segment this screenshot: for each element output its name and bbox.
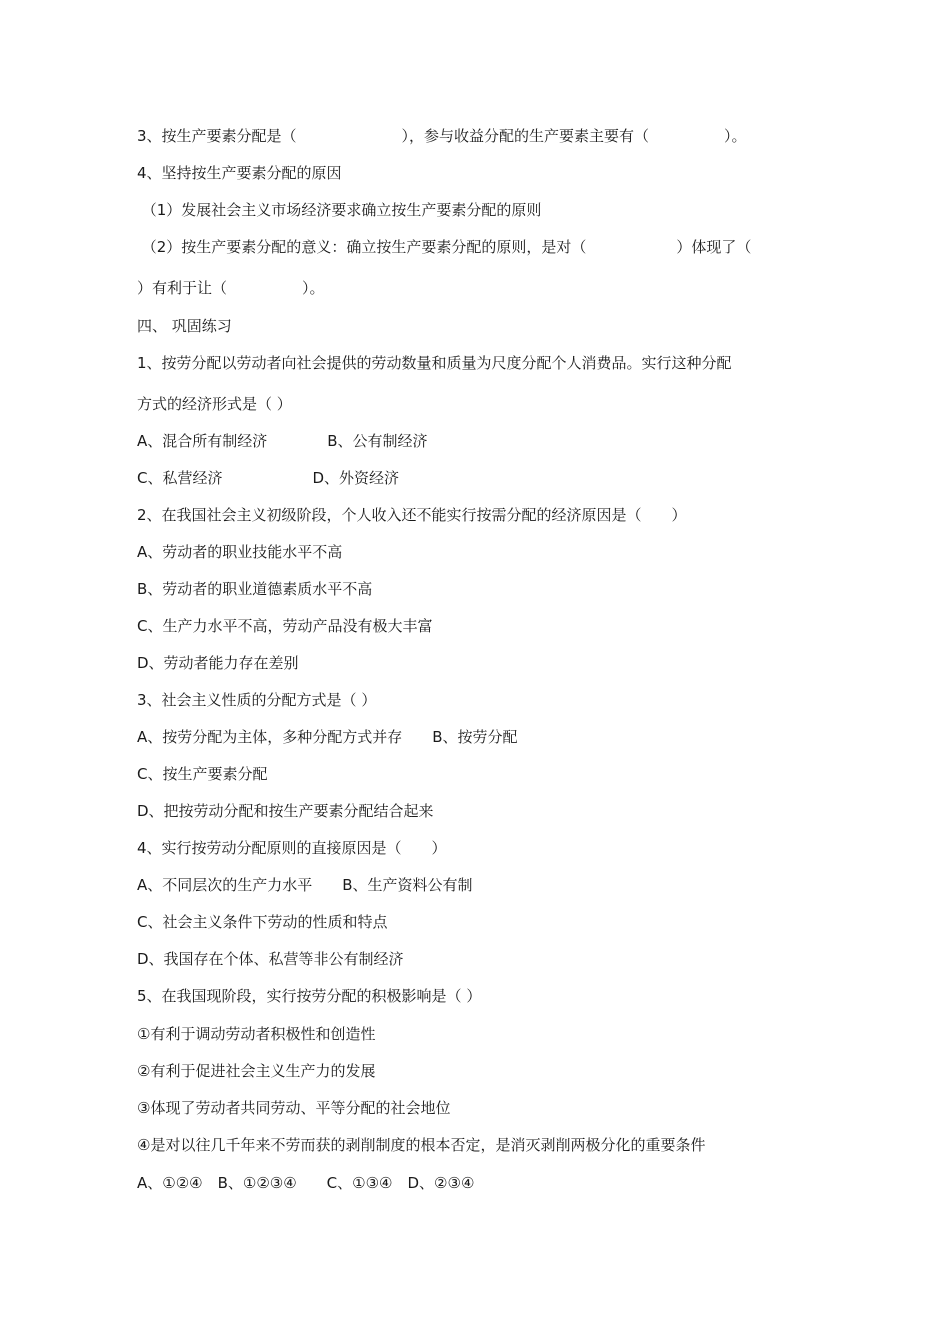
question-text: 3、社会主义性质的分配方式是（ ）: [137, 691, 377, 709]
answer-options: C、私营经济 D、外资经济: [137, 469, 400, 487]
question-text: 2、在我国社会主义初级阶段，个人收入还不能实行按需分配的经济原因是（ ）: [137, 506, 687, 524]
answer-option: A、劳动者的职业技能水平不高: [137, 543, 343, 561]
answer-options: A、不同层次的生产力水平 B、生产资料公有制: [137, 876, 473, 894]
question-text: 5、在我国现阶段，实行按劳分配的积极影响是（ ）: [137, 987, 482, 1005]
text-line: （2）按生产要素分配的意义：确立按生产要素分配的原则，是对（ ）体现了（: [137, 238, 752, 256]
statement-item: ④是对以往几千年来不劳而获的剥削制度的根本否定，是消灭剥削两极分化的重要条件: [137, 1136, 706, 1154]
statement-item: ①有利于调动劳动者积极性和创造性: [137, 1025, 376, 1043]
question-text: 方式的经济形式是（ ）: [137, 395, 292, 413]
statement-item: ③体现了劳动者共同劳动、平等分配的社会地位: [137, 1099, 451, 1117]
question-text: 4、实行按劳动分配原则的直接原因是（ ）: [137, 839, 447, 857]
answer-options: A、①②④ B、①②③④ C、①③④ D、②③④: [137, 1174, 475, 1192]
answer-option: C、按生产要素分配: [137, 765, 268, 783]
question-text: 1、按劳分配以劳动者向社会提供的劳动数量和质量为尺度分配个人消费品。实行这种分配: [137, 354, 732, 372]
section-heading: 四、 巩固练习: [137, 317, 232, 335]
statement-item: ②有利于促进社会主义生产力的发展: [137, 1062, 376, 1080]
answer-option: C、生产力水平不高，劳动产品没有极大丰富: [137, 617, 433, 635]
answer-option: B、劳动者的职业道德素质水平不高: [137, 580, 373, 598]
text-line: 4、坚持按生产要素分配的原因: [137, 164, 342, 182]
text-line: 3、按生产要素分配是（ ），参与收益分配的生产要素主要有（ ）。: [137, 127, 747, 145]
answer-option: D、劳动者能力存在差别: [137, 654, 299, 672]
answer-option: D、我国存在个体、私营等非公有制经济: [137, 950, 404, 968]
answer-options: A、混合所有制经济 B、公有制经济: [137, 432, 428, 450]
answer-option: C、社会主义条件下劳动的性质和特点: [137, 913, 388, 931]
answer-option: D、把按劳动分配和按生产要素分配结合起来: [137, 802, 434, 820]
text-line: （1）发展社会主义市场经济要求确立按生产要素分配的原则: [137, 201, 542, 219]
text-line: ）有利于让（ ）。: [137, 279, 325, 297]
answer-options: A、按劳分配为主体，多种分配方式并存 B、按劳分配: [137, 728, 518, 746]
